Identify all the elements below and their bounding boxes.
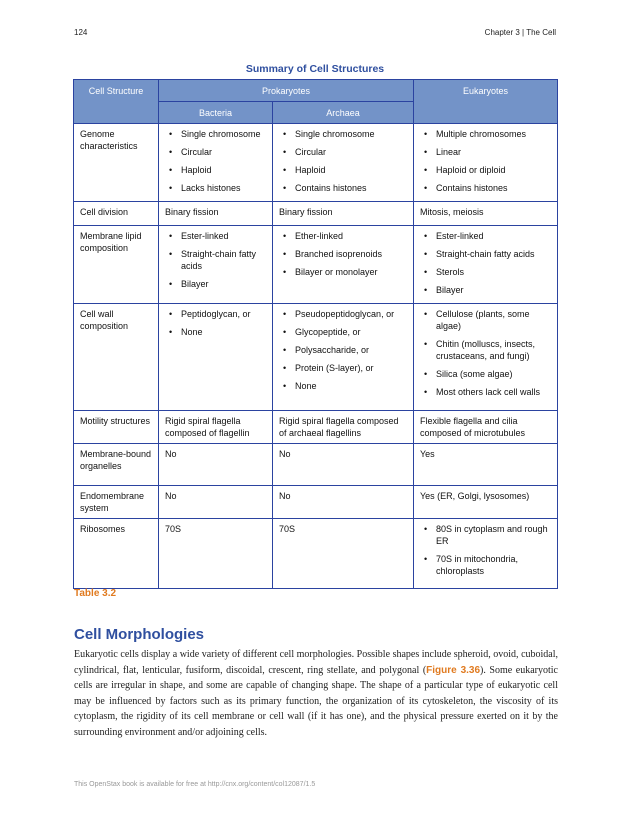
row-label: Ribosomes	[74, 519, 159, 589]
table-row	[74, 304, 558, 411]
list-item: • Ester-linked	[436, 230, 552, 242]
chapter-label: Chapter 3	[484, 28, 520, 37]
cell-bacteria: No	[159, 444, 273, 486]
list-item: • Contains histones	[295, 182, 408, 194]
list-item: • Haploid or diploid	[436, 164, 552, 176]
bullet-list	[279, 308, 408, 392]
cell-eukaryotes: Yes	[414, 444, 558, 486]
list-item: • Cellulose (plants, some algae)	[436, 308, 552, 332]
cell-archaea: No	[273, 486, 414, 519]
bullet-list	[165, 230, 267, 290]
list-item: • Protein (S-layer), or	[295, 362, 408, 374]
row-label: Membrane lipid composition	[74, 226, 159, 304]
bullet-list	[279, 230, 408, 278]
bullet-list	[279, 128, 408, 194]
cell-archaea	[273, 226, 414, 304]
table-row	[74, 444, 558, 486]
cell-structures-table	[73, 79, 558, 589]
table-row	[74, 202, 558, 226]
list-item: • Pseudopeptidoglycan, or	[295, 308, 408, 320]
page-number: 124	[74, 28, 88, 37]
table-row	[74, 226, 558, 304]
list-item: • Peptidoglycan, or	[181, 308, 267, 320]
bullet-list	[420, 128, 552, 194]
cell-archaea	[273, 304, 414, 411]
cell-archaea: No	[273, 444, 414, 486]
list-item: • None	[295, 380, 408, 392]
list-item: • Most others lack cell walls	[436, 386, 552, 398]
table-caption: Table 3.2	[74, 588, 117, 599]
list-item: • Polysaccharide, or	[295, 344, 408, 356]
table-row	[74, 124, 558, 202]
cell-eukaryotes: Yes (ER, Golgi, lysosomes)	[414, 486, 558, 519]
row-label: Motility structures	[74, 411, 159, 444]
cell-eukaryotes	[414, 304, 558, 411]
cell-bacteria: Rigid spiral flagella composed of flagellin	[159, 411, 273, 444]
list-item: • Glycopeptide, or	[295, 326, 408, 338]
table-title: Summary of Cell Structures	[245, 63, 385, 75]
cell-archaea	[273, 124, 414, 202]
list-item: • Circular	[295, 146, 408, 158]
list-item: • Chitin (molluscs, insects, crustaceans, and fungi)	[436, 338, 552, 362]
bullet-list	[165, 308, 267, 338]
table-row	[74, 519, 558, 589]
list-item: • Lacks histones	[181, 182, 267, 194]
cell-eukaryotes: Flexible flagella and cilia composed of microtubules	[414, 411, 558, 444]
header-eukaryotes: Eukaryotes	[414, 80, 558, 124]
list-item: • 70S in mitochondria, chloroplasts	[436, 553, 552, 577]
list-item: • Silica (some algae)	[436, 368, 552, 380]
list-item: • Contains histones	[436, 182, 552, 194]
row-label: Membrane-bound organelles	[74, 444, 159, 486]
list-item: • Bilayer	[436, 284, 552, 296]
cell-archaea: Binary fission	[273, 202, 414, 226]
list-item: • Linear	[436, 146, 552, 158]
header-cell-structure: Cell Structure	[74, 80, 159, 124]
cell-archaea: Rigid spiral flagella composed of archaeal flagellins	[273, 411, 414, 444]
cell-eukaryotes: Mitosis, meiosis	[414, 202, 558, 226]
bullet-list	[420, 308, 552, 398]
list-item: • Branched isoprenoids	[295, 248, 408, 260]
row-label: Endomembrane system	[74, 486, 159, 519]
chapter-title: The Cell	[526, 28, 556, 37]
cell-bacteria: 70S	[159, 519, 273, 589]
row-label: Cell wall composition	[74, 304, 159, 411]
list-item: • Bilayer	[181, 278, 267, 290]
list-item: • Haploid	[181, 164, 267, 176]
header-archaea: Archaea	[273, 102, 414, 124]
list-item: • Multiple chromosomes	[436, 128, 552, 140]
cell-eukaryotes	[414, 519, 558, 589]
list-item: • Bilayer or monolayer	[295, 266, 408, 278]
header-prokaryotes: Prokaryotes	[159, 80, 414, 102]
row-label: Genome characteristics	[74, 124, 159, 202]
list-item: • Single chromosome	[181, 128, 267, 140]
cell-bacteria: No	[159, 486, 273, 519]
list-item: • Ether-linked	[295, 230, 408, 242]
list-item: • Straight-chain fatty acids	[181, 248, 267, 272]
chapter-header	[485, 28, 556, 37]
table-row	[74, 486, 558, 519]
list-item: • Single chromosome	[295, 128, 408, 140]
cell-bacteria	[159, 124, 273, 202]
cell-bacteria: Binary fission	[159, 202, 273, 226]
bullet-list	[420, 230, 552, 296]
cell-bacteria	[159, 226, 273, 304]
list-item: • Circular	[181, 146, 267, 158]
list-item: • Ester-linked	[181, 230, 267, 242]
table-row	[74, 411, 558, 444]
figure-link[interactable]: Figure 3.36	[426, 664, 481, 676]
header-bacteria: Bacteria	[159, 102, 273, 124]
footer-note: This OpenStax book is available for free at http://cnx.org/content/col12087/1.5	[74, 781, 316, 788]
list-item: • Sterols	[436, 266, 552, 278]
cell-eukaryotes	[414, 226, 558, 304]
paragraph-text-start: Eukaryotic cells display a wide variety of different cell morphologies. Possible shapes include spheroid, ovoid, cuboidal, cylindrical, flat, lenticular, fusiform, discoidal, crescent, ring stellate, and polygonal (	[74, 649, 558, 676]
list-item: • Haploid	[295, 164, 408, 176]
paragraph-text-end: ). Some eukaryotic cells are irregular in shape, and some are capable of changing shape. The shape of a particular type of eukaryotic cell may be influenced by factors such as its primary function, the organization of its cytoskeleton, the viscosity of its cytoplasm, the rigidity of its cell membrane or cell wall (if it has one), and the physical pressure exerted on it by the surrounding environment and/or adjoining cells.	[74, 664, 558, 738]
list-item: • None	[181, 326, 267, 338]
body-paragraph	[74, 647, 558, 740]
list-item: • Straight-chain fatty acids	[436, 248, 552, 260]
cell-bacteria	[159, 304, 273, 411]
list-item: • 80S in cytoplasm and rough ER	[436, 523, 552, 547]
bullet-list	[420, 523, 552, 577]
chapter-separator: |	[519, 28, 527, 37]
row-label: Cell division	[74, 202, 159, 226]
cell-archaea: 70S	[273, 519, 414, 589]
bullet-list	[165, 128, 267, 194]
section-title: Cell Morphologies	[74, 626, 205, 643]
cell-eukaryotes	[414, 124, 558, 202]
